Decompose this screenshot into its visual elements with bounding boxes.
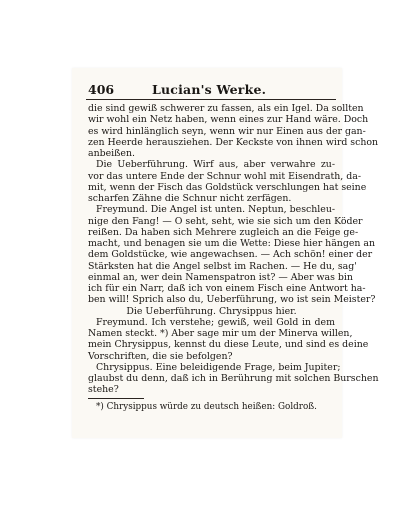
text-line: mit, wenn der Fisch das Goldstück verschlungen hat seine — [88, 181, 367, 193]
text-line: Die Ueberführung. Wirf aus, aber verwahre zu- — [96, 159, 335, 171]
body-text — [88, 103, 379, 396]
footnote-rule — [88, 398, 144, 399]
text-line: Namen steckt. *) Aber sage mir um der Minerva willen, — [88, 328, 353, 339]
footnote: *) Chrysippus würde zu deutsch heißen: Goldroß. — [96, 402, 317, 412]
text-line: es wird hinlänglich seyn, wenn wir nur Einen aus der gan- — [88, 125, 366, 137]
text-line: zen Heerde herausziehen. Der Keckste von ihnen wird schon — [88, 136, 379, 148]
text-line: macht, und benagen sie um die Wette: Diese hier hängen an — [88, 238, 376, 249]
text-line: dem Goldstücke, wie angewachsen. — Ach schön! einer der — [88, 249, 373, 261]
text-line: Chrysippus. Eine beleidigende Frage, beim Jupiter; — [96, 361, 341, 373]
text-line: Freymund. Ich verstehe; gewiß, weil Gold in dem — [96, 316, 335, 328]
page-number: 406 — [88, 82, 115, 97]
text-line: wir wohl ein Netz haben, wenn eines zur Hand wäre. Doch — [88, 114, 369, 126]
text-line: vor das untere Ende der Schnur wohl mit Eisendrath, da- — [88, 170, 362, 182]
text-line: die sind gewiß schwerer zu fassen, als ein Igel. Da sollten — [88, 103, 364, 114]
text-line: ich für ein Narr, daß ich von einem Fisch eine Antwort ha- — [88, 283, 366, 294]
text-line: Die Ueberführung. Chrysippus hier. — [126, 305, 297, 317]
text-line: scharfen Zähne die Schnur nicht zerfägen. — [88, 193, 292, 204]
header-rule — [86, 99, 336, 100]
text-line: nige den Fang! — O seht, seht, wie sie sich um den Köder — [88, 215, 363, 227]
text-line: Vorschriften, die sie befolgen? — [88, 350, 233, 362]
text-line: Freymund. Die Angel ist unten. Neptun, beschleu- — [96, 204, 336, 216]
text-line: stehe? — [88, 384, 119, 396]
text-line: anbeißen. — [88, 148, 136, 159]
text-line: mein Chrysippus, kennst du diese Leute, und sind es deine — [88, 339, 369, 351]
text-line: ben will! Sprich also du, Ueberführung, wo ist sein Meister? — [88, 294, 376, 306]
text-line: Stärksten hat die Angel selbst im Rachen. — He du, sag' — [88, 260, 357, 272]
text-line: reißen. Da haben sich Mehrere zugleich an die Feige ge- — [88, 226, 359, 238]
text-line: einmal an, wer dein Namenspatron ist? — Aber was bin — [88, 271, 353, 283]
running-title: Lucian's Werke. — [152, 82, 267, 97]
text-line: glaubst du denn, daß ich in Berührung mit solchen Burschen — [88, 373, 379, 384]
